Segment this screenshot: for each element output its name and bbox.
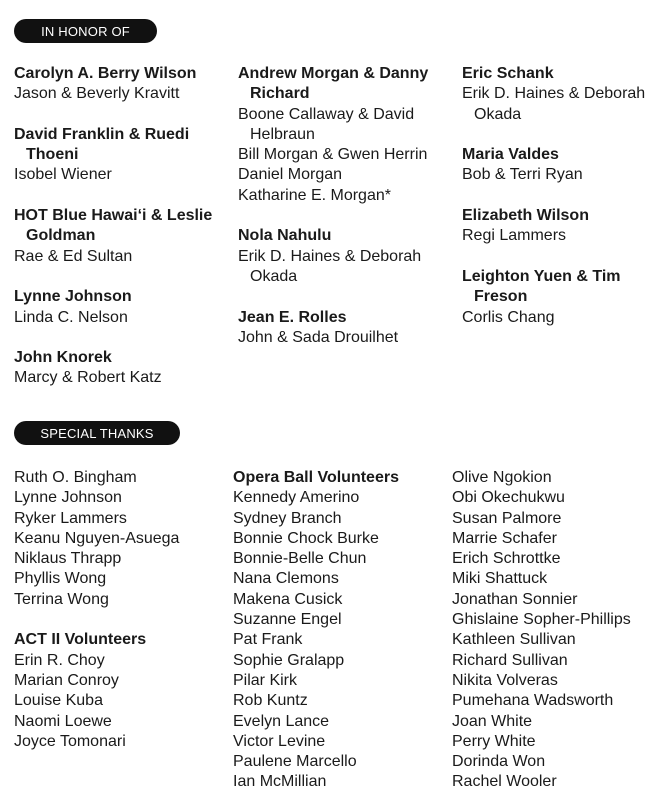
thanks-name: Kathleen Sullivan — [452, 631, 576, 649]
thanks-name: Louise Kuba — [14, 692, 103, 710]
honoree-name: Nola Nahulu — [238, 227, 332, 245]
thanks-name: Richard Sullivan — [452, 651, 568, 669]
honoree-name: Maria Valdes — [462, 146, 559, 164]
honoree-name: Leighton Yuen & Tim Freson — [462, 267, 621, 306]
honor-entry — [462, 206, 657, 247]
donor-name: Marcy & Robert Katz — [14, 369, 162, 387]
donor-name: John & Sada Drouilhet — [238, 328, 399, 346]
honor-column-3 — [462, 64, 657, 348]
thanks-column-1 — [14, 468, 224, 772]
thanks-name: Joyce Tomonari — [14, 732, 126, 750]
thanks-name: Sydney Branch — [233, 509, 342, 527]
honor-entry — [14, 348, 229, 389]
thanks-name: Olive Ngokion — [452, 469, 552, 486]
thanks-name: Evelyn Lance — [233, 712, 330, 730]
thanks-name: Nana Clemons — [233, 570, 339, 588]
thanks-name: Pumehana Wadsworth — [452, 692, 614, 710]
honor-entry — [462, 64, 657, 125]
thanks-name: Kennedy Amerino — [233, 489, 360, 507]
act-ii-volunteers-title: ACT II Volunteers — [14, 631, 147, 649]
donor-name: Daniel Morgan — [238, 166, 343, 184]
honoree-name: Elizabeth Wilson — [462, 207, 589, 225]
thanks-name: Victor Levine — [233, 732, 326, 750]
opera-ball-volunteers-title: Opera Ball Volunteers — [233, 469, 399, 486]
thanks-name: Joan White — [452, 712, 533, 730]
honoree-name: John Knorek — [14, 349, 112, 367]
thanks-name: Jonathan Sonnier — [452, 590, 578, 608]
honor-entry — [14, 125, 229, 186]
thanks-name: Susan Palmore — [452, 509, 562, 527]
thanks-name: Rachel Wooler — [452, 773, 557, 791]
thanks-name: Ruth O. Bingham — [14, 469, 137, 486]
honor-entry — [462, 145, 657, 186]
thanks-name: Ian McMillian — [233, 773, 327, 791]
thanks-name: Suzanne Engel — [233, 611, 342, 629]
honoree-name: David Franklin & Ruedi Thoeni — [14, 125, 190, 164]
thanks-name: Lynne Johnson — [14, 489, 122, 507]
donor-name: Bill Morgan & Gwen Herrin — [238, 146, 428, 164]
donor-name: Bob & Terri Ryan — [462, 166, 583, 184]
thanks-name: Nikita Volveras — [452, 671, 558, 689]
honor-entry — [462, 267, 657, 328]
honor-entry — [14, 287, 229, 328]
donor-name: Isobel Wiener — [14, 166, 112, 184]
thanks-name: Erin R. Choy — [14, 651, 105, 669]
thanks-name: Ryker Lammers — [14, 509, 127, 527]
donor-name: Erik D. Haines & Deborah Okada — [238, 247, 422, 285]
thanks-name: Perry White — [452, 732, 536, 750]
donor-name: Regi Lammers — [462, 227, 567, 245]
donor-name: Rae & Ed Sultan — [14, 247, 133, 265]
thanks-name: Pat Frank — [233, 631, 303, 649]
donor-name: Linda C. Nelson — [14, 308, 128, 326]
special-thanks-heading: SPECIAL THANKS — [14, 421, 180, 445]
thanks-name: Niklaus Thrapp — [14, 550, 122, 568]
honoree-name: HOT Blue Hawai‘i & Leslie Goldman — [14, 207, 213, 245]
thanks-name: Obi Okechukwu — [452, 489, 565, 507]
thanks-name: Dorinda Won — [452, 753, 546, 771]
honor-entry — [14, 64, 229, 105]
thanks-name: Makena Cusick — [233, 590, 343, 608]
honoree-name: Carolyn A. Berry Wilson — [14, 65, 197, 82]
thanks-name: Naomi Loewe — [14, 712, 112, 730]
honor-entry — [238, 308, 453, 349]
thanks-name: Erich Schrottke — [452, 550, 561, 568]
thanks-name: Pilar Kirk — [233, 671, 298, 689]
donor-name: Katharine E. Morgan* — [238, 186, 391, 204]
donor-name: Corlis Chang — [462, 308, 555, 326]
thanks-column-2 — [233, 468, 443, 793]
thanks-name: Phyllis Wong — [14, 570, 107, 588]
act-ii-volunteers — [14, 630, 224, 752]
honoree-name: Andrew Morgan & Danny Richard — [238, 65, 429, 103]
thanks-individuals — [14, 468, 224, 610]
thanks-name: Miki Shattuck — [452, 570, 548, 588]
thanks-name: Ghislaine Sopher-Phillips — [452, 611, 631, 629]
honor-entry — [238, 226, 453, 287]
honoree-name: Eric Schank — [462, 65, 554, 82]
thanks-name: Keanu Nguyen-Asuega — [14, 529, 180, 547]
thanks-column-3 — [452, 468, 657, 793]
thanks-name: Bonnie-Belle Chun — [233, 550, 367, 568]
thanks-name: Marrie Schafer — [452, 529, 557, 547]
honoree-name: Jean E. Rolles — [238, 308, 347, 326]
honoree-name: Lynne Johnson — [14, 288, 132, 306]
thanks-name: Bonnie Chock Burke — [233, 529, 379, 547]
honor-entry — [14, 206, 229, 267]
honor-entry — [238, 64, 453, 206]
thanks-name: Rob Kuntz — [233, 692, 308, 710]
thanks-name: Marian Conroy — [14, 671, 119, 689]
thanks-name: Paulene Marcello — [233, 753, 357, 771]
donor-name: Jason & Beverly Kravitt — [14, 85, 180, 103]
thanks-name: Terrina Wong — [14, 590, 109, 608]
honor-column-2 — [238, 64, 453, 368]
donor-name: Erik D. Haines & Deborah Okada — [462, 85, 646, 123]
honor-column-1 — [14, 64, 229, 409]
donor-name: Boone Callaway & David Helbraun — [238, 105, 415, 143]
thanks-name: Sophie Gralapp — [233, 651, 345, 669]
in-honor-of-heading: IN HONOR OF — [14, 19, 157, 43]
